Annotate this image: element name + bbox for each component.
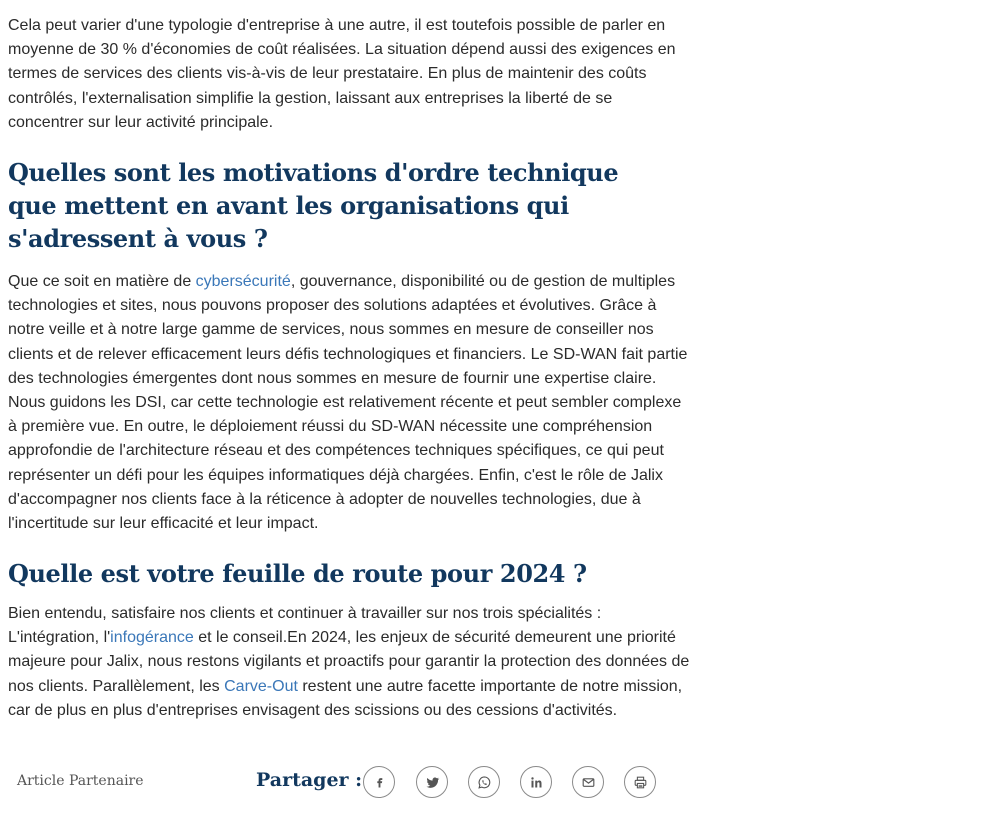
print-icon: [633, 775, 648, 790]
text-segment: Bien entendu, satisfaire nos clients et continuer à travailler sur nos trois spécialités : L'intégration, l': [8, 605, 602, 647]
carve-out-link[interactable]: Carve-Out: [224, 677, 298, 695]
cybersecurite-link[interactable]: cybersécurité: [195, 273, 291, 290]
roadmap-paragraph: [8, 602, 690, 723]
share-mail-button[interactable]: [572, 766, 604, 798]
article-partner-tag: Article Partenaire: [17, 773, 144, 789]
text-segment: , gouvernance, disponibilité ou de gestion de multiples technologies et sites, nous pouvons proposer des solutions adaptées et évolutives. Grâce à notre veille et à notre large gamme de services, nous sommes en mesure de conseiller nos clients et de relever efficacement leurs défis technologiques et financiers. Le SD-WAN fait partie des technologies émergentes dont nous sommes en mesure de fournir une expertise claire. Nous guidons les DSI, car cette technologie est relativement récente et peut sembler complexe à première vue. En outre, le déploiement réussi du SD-WAN nécessite une compréhension approfondie de l'architecture réseau et des compétences techniques spécifiques, ce qui peut représenter un défi pour les équipes informatiques déjà chargées. Enfin, c'est le rôle de Jalix d'accompagner nos clients face à la réticence à adopter de nouvelles technologies, due à l'incertitude sur leur efficacité et leur impact.: [8, 273, 688, 533]
share-linkedin-button[interactable]: [520, 766, 552, 798]
motivations-paragraph: [8, 270, 690, 536]
whatsapp-icon: [477, 775, 492, 790]
text-segment: restent une autre facette importante de notre mission, car de plus en plus d'entreprises envisagent des scissions ou des cessions d'activités.: [8, 677, 683, 719]
share-whatsapp-button[interactable]: [468, 766, 500, 798]
facebook-icon: [372, 775, 387, 790]
linkedin-icon: [529, 775, 544, 790]
article-footer: [0, 762, 999, 806]
share-label: Partager :: [256, 769, 363, 791]
text-segment: Que ce soit en matière de: [8, 273, 196, 290]
intro-paragraph: Cela peut varier d'une typologie d'entreprise à une autre, il est toutefois possible de parler en moyenne de 30 % d'économies de coût réalisées. La situation dépend aussi des exigences en termes de services des clients vis-à-vis de leur prestataire. En plus de maintenir des coûts contrôlés, l'externalisation simplifie la gestion, laissant aux entreprises la liberté de se concentrer sur leur activité principale.: [8, 17, 676, 131]
section-heading-motivations: Quelles sont les motivations d'ordre technique que mettent en avant les organisations qui s'adressent à vous ?: [8, 158, 619, 253]
twitter-icon: [425, 775, 440, 790]
share-print-button[interactable]: [624, 766, 656, 798]
mail-icon: [581, 775, 596, 790]
section-heading-roadmap: Quelle est votre feuille de route pour 2024 ?: [8, 559, 587, 588]
share-twitter-button[interactable]: [416, 766, 448, 798]
infogerance-link[interactable]: infogérance: [110, 629, 194, 647]
text-segment: et le conseil.En 2024, les enjeux de sécurité demeurent une priorité majeure pour Jalix, nous restons vigilants et proactifs pour garantir la protection des données de nos clients. Parallèlement, les: [8, 629, 690, 695]
share-facebook-button[interactable]: [363, 766, 395, 798]
